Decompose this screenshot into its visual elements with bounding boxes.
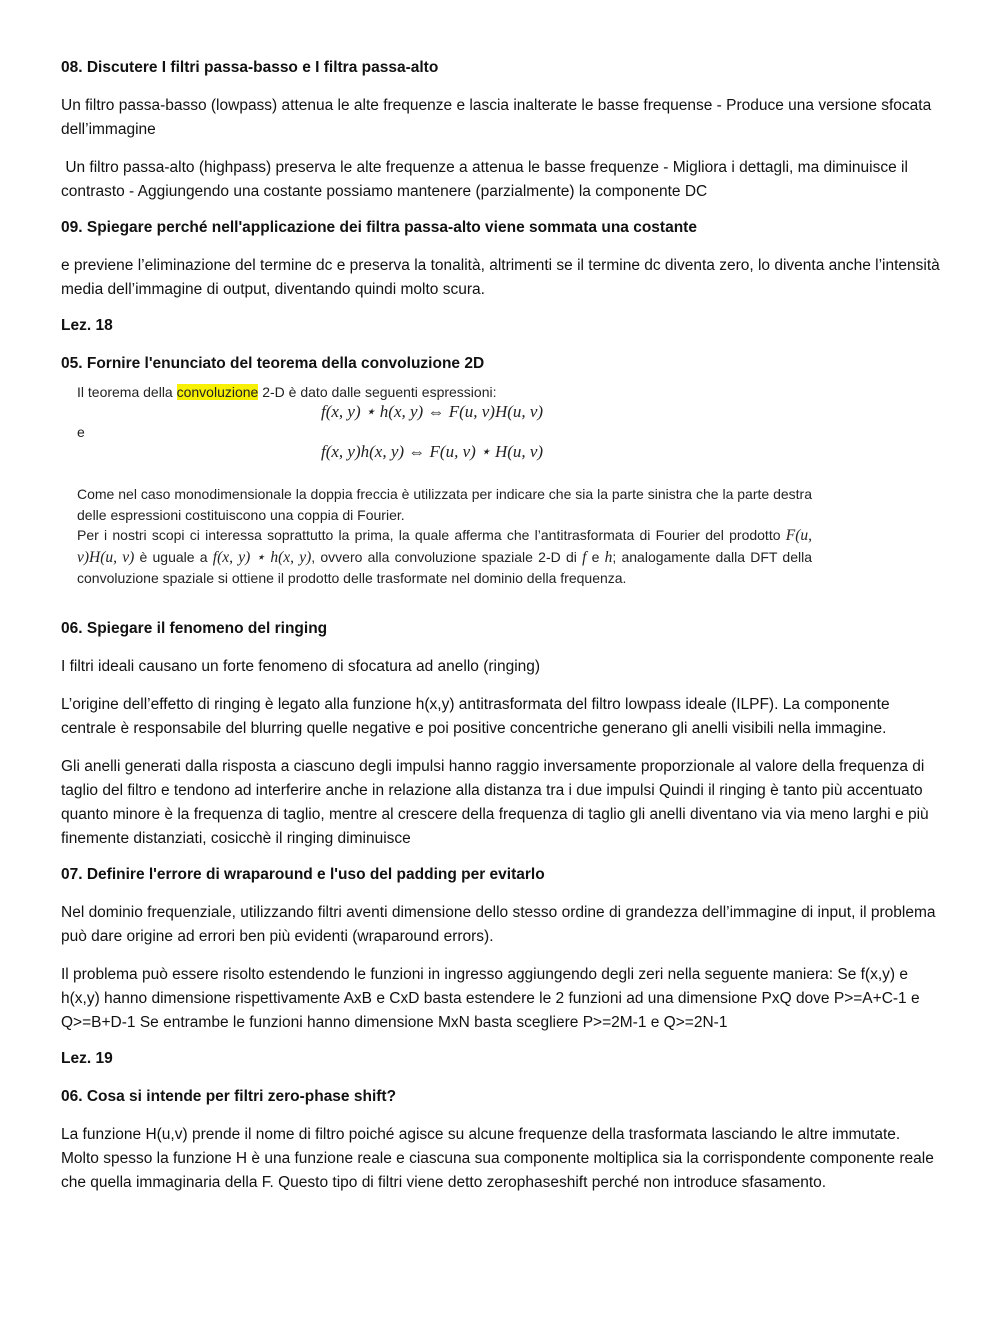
figure-intro-prefix: Il teorema della	[77, 384, 177, 400]
lesson-19-heading: Lez. 19	[61, 1049, 113, 1067]
equation-separator: e	[77, 424, 85, 440]
figure-math: F(u, v)H(u, v)	[77, 527, 812, 566]
question-08-paragraph-2: Un filtro passa-alto (highpass) preserva le alte frequenze a attenua le basse frequenze - Migliora i dettagli, ma diminuisce il contrasto - Aggiungendo una costante possiamo mantenere (parzialmente) la componente DC	[61, 159, 913, 200]
question-06b-paragraph: La funzione H(u,v) prende il nome di filtro poiché agisce su alcune frequenze della trasformata lasciando le altre immutate. Molto spesso la funzione H è una funzione reale e ciascuna sua componente moltiplica sia la corrispondente componente reale che quella immaginaria della F. Questo tipo di filtri viene detto zerophaseshift perché non introduce sfasamento.	[61, 1125, 934, 1191]
figure-math: f	[582, 548, 587, 566]
figure-text: e	[586, 548, 605, 565]
question-06-paragraph-3: Gli anelli generati dalla risposta a ciascuno degli impulsi hanno raggio inversamente proporzionale al valore della frequenza di taglio del filtro e tendono ad interferire anche in relazione alla distanza tra i due impulsi Quindi il ringing è tanto più accentuato quanto minore è la frequenza di taglio, mentre al crescere della frequenza di taglio gli anelli diventano via via meno larghi e più finemente distanziati, cosicchè il ringing diminuisce	[61, 757, 929, 847]
equation-row-1	[77, 402, 812, 424]
equation-separator-row	[77, 424, 812, 442]
question-05-title: 05. Fornire l'enunciato del teorema della convoluzione 2D	[61, 355, 485, 372]
figure-text: ; analogamente dalla DFT della convoluzione spaziale si ottiene il prodotto delle trasformate nel dominio della frequenza.	[77, 548, 812, 586]
question-06-paragraph-1: I filtri ideali causano un forte fenomeno di sfocatura ad anello (ringing)	[61, 657, 541, 675]
question-07-paragraph-1: Nel dominio frequenziale, utilizzando filtri aventi dimensione dello stesso ordine di grandezza dell’immagine di input, il problema può dare origine ad errori ben più evidenti (wraparound errors).	[61, 903, 936, 945]
convolution-theorem-figure	[77, 382, 812, 589]
equation-1: f(x, y) ⋆ h(x, y) ⇔ F(u, v)H(u, v)	[321, 402, 544, 421]
question-06-paragraph-2: L’origine dell’effetto di ringing è legato alla funzione h(x,y) antitrasformata del filtro lowpass ideale (ILPF). La componente centrale è responsabile del blurring quelle negative e poi positive concentriche generano gli anelli visibili nella immagine.	[61, 695, 890, 737]
question-08-title: 08. Discutere I filtri passa-basso e I filtra passa-alto	[61, 59, 439, 76]
figure-body-paragraph-2	[77, 525, 812, 589]
question-06-title: 06. Spiegare il fenomeno del ringing	[61, 619, 328, 637]
figure-body	[77, 484, 812, 589]
figure-body-paragraph-1: Come nel caso monodimensionale la doppia freccia è utilizzata per indicare che sia la parte sinistra che la parte destra delle espressioni costituiscono una coppia di Fourier.	[77, 486, 812, 523]
highlighted-term: convoluzione	[176, 384, 259, 400]
question-07-paragraph-2: Il problema può essere risolto estendendo le funzioni in ingresso aggiungendo degli zeri nella seguente maniera: Se f(x,y) e h(x,y) hanno dimensione rispettivamente AxB e CxD basta estendere le 2 funzioni ad una dimensione PxQ dove P>=A+C-1 e Q>=B+D-1 Se entrambe le funzioni hanno dimensione MxN basta scegliere P>=2M-1 e Q>=2N-1	[61, 965, 920, 1031]
question-09-title: 09. Spiegare perché nell'applicazione dei filtra passa-alto viene sommata una costante	[61, 219, 697, 236]
figure-intro-suffix: 2-D è dato dalle seguenti espressioni:	[258, 384, 497, 400]
question-08-paragraph-1: Un filtro passa-basso (lowpass) attenua le alte frequenze e lascia inalterate le basse frequense - Produce una versione sfocata dell’immagine	[61, 97, 932, 138]
figure-text: è uguale a	[134, 548, 213, 565]
question-07-title: 07. Definire l'errore di wraparound e l'uso del padding per evitarlo	[61, 865, 545, 883]
figure-text: , ovvero alla convoluzione spaziale 2-D di	[311, 548, 583, 565]
document-page	[61, 58, 941, 1209]
equation-row-2	[77, 442, 812, 464]
figure-text: Per i nostri scopi ci interessa soprattutto la prima, la quale afferma che l’antitrasformata di Fourier del prodotto	[77, 527, 786, 543]
lesson-18-heading: Lez. 18	[61, 317, 113, 334]
question-06b-title: 06. Cosa si intende per filtri zero-phase shift?	[61, 1087, 397, 1105]
figure-math: f(x, y) ⋆ h(x, y)	[212, 548, 312, 566]
question-09-paragraph: e previene l’eliminazione del termine dc e preserva la tonalità, altrimenti se il termine dc diventa zero, lo diventa anche l’intensità media dell’immagine di output, diventando quindi molto scura.	[61, 257, 940, 298]
equation-2: f(x, y)h(x, y) ⇔ F(u, v) ⋆ H(u, v)	[321, 442, 544, 461]
figure-math: h	[604, 548, 613, 566]
figure-intro	[77, 382, 812, 402]
